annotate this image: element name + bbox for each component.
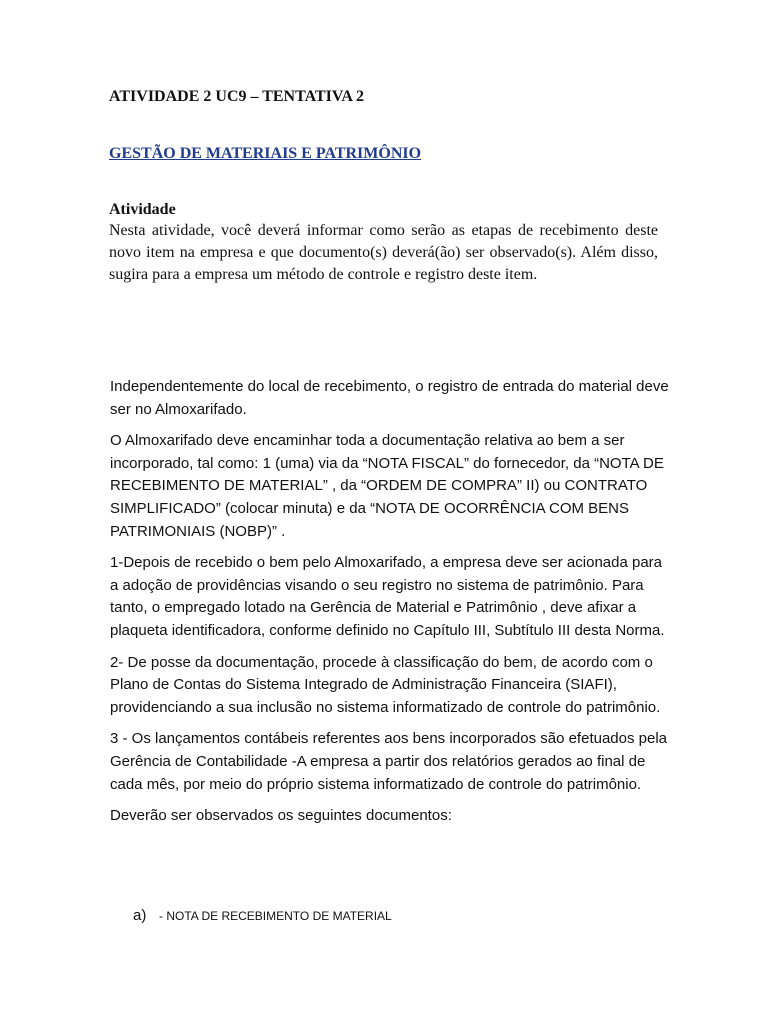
document-subtitle: GESTÃO DE MATERIAIS E PATRIMÔNIO bbox=[109, 145, 422, 162]
activity-instructions: Nesta atividade, você deverá informar como serão as etapas de recebimento deste novo item na empresa e que documento(s) deverá(ão) ser observado(s). Além disso, sugira para a empresa um método de controle e registro deste item. bbox=[109, 222, 658, 283]
document-title: ATIVIDADE 2 UC9 – TENTATIVA 2 bbox=[109, 88, 365, 105]
list-item-marker: a) bbox=[133, 907, 147, 924]
paragraph-step-3: 3 - Os lançamentos contábeis referentes aos bens incorporados são efetuados pela Gerência de Contabilidade -A empresa a partir dos relatórios gerados ao final de cada mês, por meio do próprio sistema informatizado de controle do patrimônio. bbox=[110, 730, 668, 793]
paragraph-documents-intro: Deverão ser observados os seguintes documentos: bbox=[110, 807, 452, 825]
activity-heading: Atividade bbox=[109, 201, 176, 218]
paragraph-step-2: 2- De posse da documentação, procede à classificação do bem, de acordo com o Plano de Contas do Sistema Integrado de Administração Financeira (SIAFI), providenciando a sua inclusão no sistema informatizado de controle do patrimônio. bbox=[110, 653, 661, 716]
paragraph-step-1: 1-Depois de recebido o bem pelo Almoxarifado, a empresa deve ser acionada para a adoção de providências visando o seu registro no sistema de patrimônio. Para tanto, o empregado lotado na Gerência de Material e Patrimônio , deve afixar a plaqueta identificadora, conforme definido no Capítulo III, Subtítulo III desta Norma. bbox=[110, 554, 665, 639]
answer-body bbox=[110, 376, 670, 837]
list-item-text: - NOTA DE RECEBIMENTO DE MATERIAL bbox=[159, 909, 392, 923]
list-item bbox=[133, 907, 392, 924]
paragraph-receiving-location: Independentemente do local de recebimento, o registro de entrada do material deve ser no Almoxarifado. bbox=[110, 378, 669, 418]
paragraph-documentation: O Almoxarifado deve encaminhar toda a documentação relativa ao bem a ser incorporado, tal como: 1 (uma) via da “NOTA FISCAL” do fornecedor, da “NOTA DE RECEBIMENTO DE MATERIAL” , da “ORDEM DE COMPRA” II) ou CONTRATO SIMPLIFICADO” (colocar minuta) e da “NOTA DE OCORRÊNCIA COM BENS PATRIMONIAIS (NOBP)” . bbox=[110, 432, 664, 540]
